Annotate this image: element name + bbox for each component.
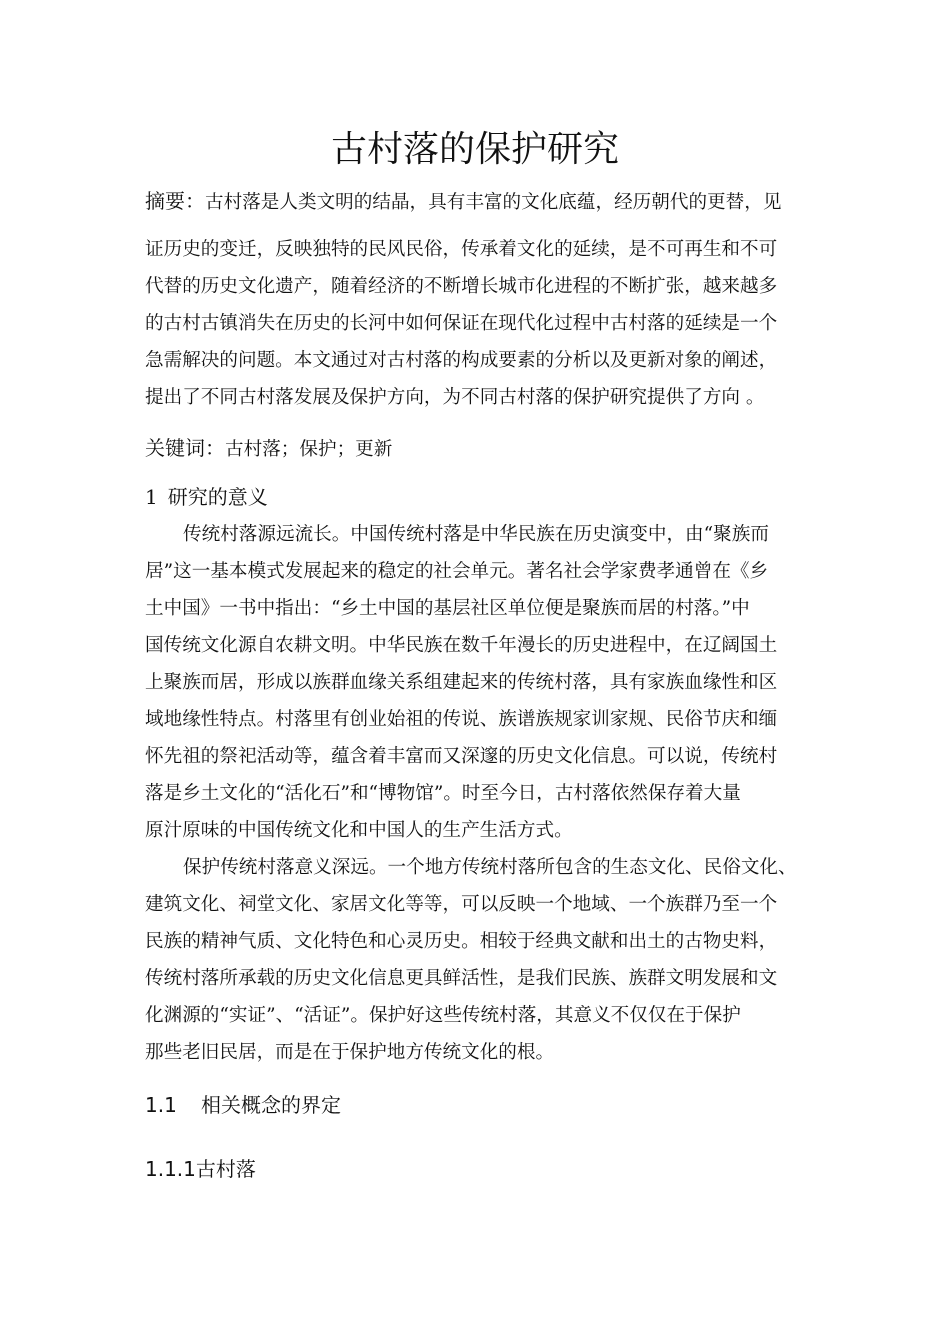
abstract-label: 摘要： <box>145 189 205 213</box>
section-1-1-1-number: 1.1.1 <box>145 1157 196 1181</box>
keywords-line <box>145 435 810 463</box>
section-1-number: 1 <box>145 485 158 509</box>
p1-line-1: 传统村落源远流长。中国传统村落是中华民族在历史演变中，由“聚族而 <box>183 524 769 545</box>
p1-line-8: 落是乡土文化的“活化石”和“博物馆”。时至今日，古村落依然保存着大量 <box>145 783 741 804</box>
abstract-line-3: 代替的历史文化遗产，随着经济的不断增长城市化进程的不断扩张，越来越多 <box>145 276 778 297</box>
abstract-line-5: 急需解决的问题。本文通过对古村落的构成要素的分析以及更新对象的阐述， <box>145 350 778 371</box>
section-1-1-heading <box>145 1091 341 1119</box>
p1-line-5: 上聚族而居，形成以族群血缘关系组建起来的传统村落，具有家族血缘性和区 <box>145 672 778 693</box>
p1-line-4: 国传统文化源自农耕文明。中华民族在数千年漫长的历史进程中，在辽阔国土 <box>145 635 778 656</box>
abstract-text: 古村落是人类文明的结晶，具有丰富的文化底蕴，经历朝代的更替，见 <box>205 192 782 213</box>
section-1-1-1-heading <box>145 1155 256 1183</box>
p1-line-3: 土中国》一书中指出：“乡土中国的基层社区单位便是聚族而居的村落。”中 <box>145 598 750 619</box>
p1-line-2: 居”这一基本模式发展起来的稳定的社会单元。著名社会学家费孝通曾在《乡 <box>145 561 769 582</box>
abstract-line-1 <box>145 188 810 216</box>
section-1-1-number: 1.1 <box>145 1093 177 1117</box>
section-1-1-1-title: 古村落 <box>195 1157 256 1181</box>
section-1-1-title: 相关概念的界定 <box>201 1093 341 1117</box>
p2-line-4: 传统村落所承载的历史文化信息更具鲜活性，是我们民族、族群文明发展和文 <box>145 968 778 989</box>
p2-line-3: 民族的精神气质、文化特色和心灵历史。相较于经典文献和出土的古物史料， <box>145 931 778 952</box>
abstract-line-6: 提出了不同古村落发展及保护方向，为不同古村落的保护研究提供了方向 。 <box>145 387 765 408</box>
document-title: 古村落的保护研究 <box>330 129 619 170</box>
abstract-line-4: 的古村古镇消失在历史的长河中如何保证在现代化过程中古村落的延续是一个 <box>145 313 778 334</box>
p1-line-6: 域地缘性特点。村落里有创业始祖的传说、族谱族规家训家规、民俗节庆和缅 <box>145 709 778 730</box>
p2-line-2: 建筑文化、祠堂文化、家居文化等等，可以反映一个地域、一个族群乃至一个 <box>145 894 778 915</box>
p2-line-6: 那些老旧民居，而是在于保护地方传统文化的根。 <box>145 1042 555 1063</box>
p2-line-1: 保护传统村落意义深远。一个地方传统村落所包含的生态文化、民俗文化、 <box>183 857 797 878</box>
p1-line-9: 原汁原味的中国传统文化和中国人的生产生活方式。 <box>145 820 573 841</box>
section-1-title: 研究的意义 <box>167 485 268 509</box>
keywords-text: 古村落；保护；更新 <box>225 439 393 460</box>
abstract-line-2: 证历史的变迁，反映独特的民风民俗，传承着文化的延续，是不可再生和不可 <box>145 239 778 260</box>
section-1-heading <box>145 483 268 511</box>
keywords-label: 关键词： <box>145 436 225 460</box>
p2-line-5: 化渊源的“实证”、“活证”。保护好这些传统村落，其意义不仅仅在于保护 <box>145 1005 741 1026</box>
p1-line-7: 怀先祖的祭祀活动等，蕴含着丰富而又深邃的历史文化信息。可以说，传统村 <box>145 746 778 767</box>
